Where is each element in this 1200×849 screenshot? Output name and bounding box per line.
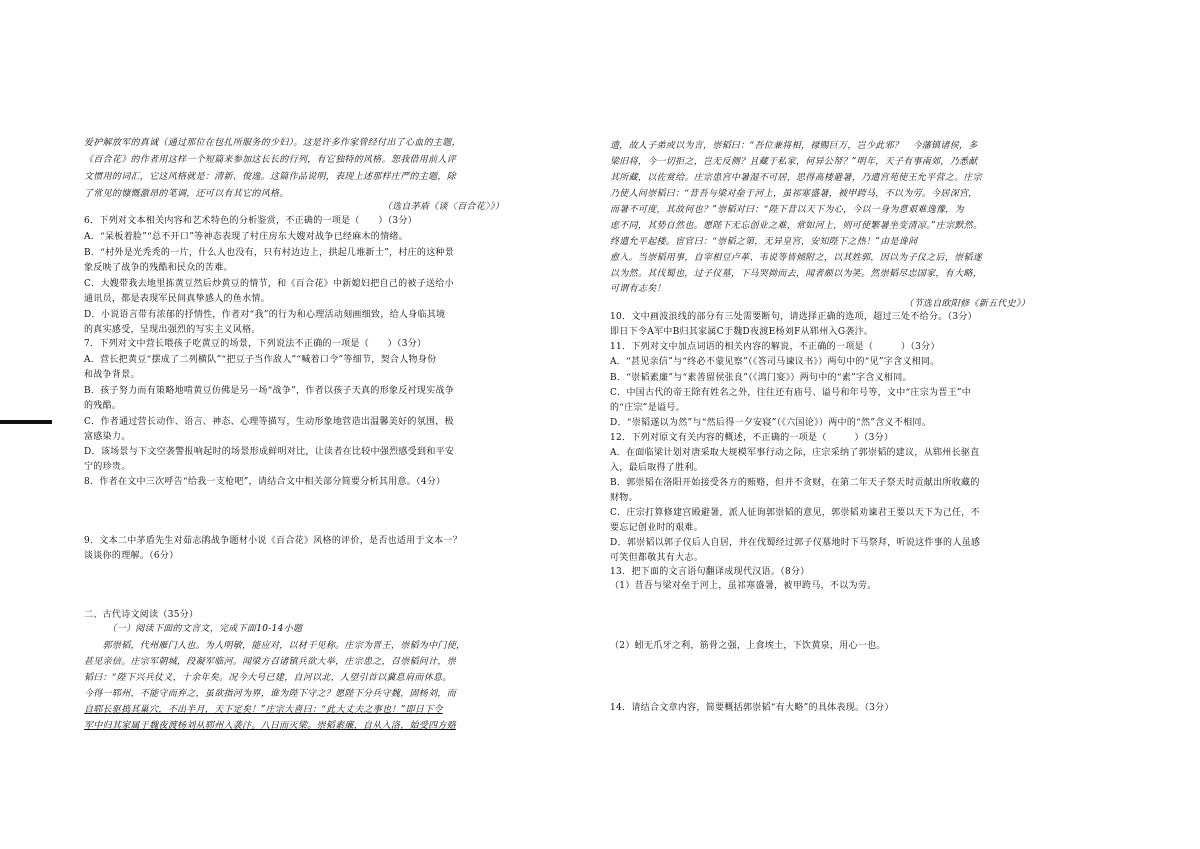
- right-column-line: （节选自欧阳修《新五代史》）: [904, 299, 1030, 309]
- left-column-line: （一）阅读下面的文言文，完成下面10-14小题: [84, 624, 303, 634]
- left-column-line: D．小说语言带有浓郁的抒情性，作者对“我”的行为和心理活动刻画细致，给人身临其境: [84, 310, 446, 320]
- left-column-line: 谈谈你的理解。（6分）: [84, 551, 179, 561]
- right-column-line: 10．文中画波浪线的部分有三处需要断句，请选择正确的选项，超过三处不给分。（3分）: [610, 312, 977, 322]
- left-column-line: 文惯用的词汇，它这风格就是：清新、俊逸。这篇作品说明，表现上述那样庄严的主题，除: [84, 172, 457, 182]
- left-column-line: 的真实感受，呈现出强烈的写实主义风格。: [84, 325, 261, 335]
- left-column-line: B．孩子努力而有策略地啃黄豆仿佛是另一场“战争”，作者以孩子天真的形象反衬现实战争: [84, 386, 455, 396]
- right-column-line: D．“崇韬遂以为然”与“然后得一夕安寝”（《六国论》）两中的“然”含义不相同。: [610, 418, 932, 428]
- right-column-line: 乃使人问崇韬曰：“昔吾与梁对垒于河上，虽祁寒盛暑，被甲跨马，不以为劳。今居深宫，: [610, 189, 978, 199]
- left-column-line: （选自茅盾《谈〈百合花〉》）: [382, 202, 504, 212]
- left-column-line: D．该场景与下文空袭警报响起时的场景形成鲜明对比，让读者在比较中强烈感受到和平安: [84, 447, 455, 457]
- right-column-line: （1）昔吾与梁对垒于河上，虽祁寒盛暑，被甲跨马，不以为劳。: [610, 581, 877, 591]
- left-column-line: 富感染力。: [84, 432, 131, 442]
- right-column-line: C．庄宗打算修建宫殿避暑，派人征询郭崇韬的意见，郭崇韬劝谏君王要以天下为己任，不: [610, 508, 980, 518]
- right-column-line: 可笑但都敬其有大志。: [610, 553, 704, 563]
- left-column-line: 7．下列对文中营长喂孩子吃黄豆的场景，下列说法不正确的一项是（ ）（3分）: [84, 339, 427, 349]
- right-column-line: 而暑不可度，其故何也？”崇韬对曰：“陛下昔以天下为心，今以一身为意艰难逸豫，为: [610, 205, 964, 215]
- left-column-line: 宁的珍贵。: [84, 462, 131, 472]
- right-column-line: 的“庄宗”是谥号。: [610, 403, 685, 413]
- right-column-line: 其所藏，以佐赏给。庄宗患宫中暑湿不可居，思得高楼避暑，乃遣宫苑使王允平营之。庄宗: [610, 173, 983, 183]
- right-column-line: 遗，故人子弟或以为言，崇韬曰：“吾位兼将相，禄赐巨万，岂少此邪？ 今藩镇诸侯，多: [610, 141, 978, 151]
- right-column-line: 14．请结合文章内容，简要概括郭崇韬“有大略”的具体表现。（3分）: [610, 703, 894, 713]
- right-column-line: 可谓有志矣！: [610, 284, 666, 294]
- left-column-line: 爱护解放军的真诚（通过那位在包扎所服务的少妇）。这是许多作家曾经付出了心血的主题，: [84, 138, 461, 148]
- right-column-line: 要忘记创业时的艰难。: [610, 523, 704, 533]
- left-column-line: 军中归其家属于魏夜渡杨刘从郓州入袭汴。八日而灭梁。崇韬素廉，自从入洛，始受四方赂: [84, 721, 457, 731]
- left-column-line: 通讯员，都是表现军民间真挚感人的鱼水情。: [84, 294, 271, 304]
- right-column-line: 财物。: [610, 493, 638, 503]
- left-column-line: 象反映了战争的残酷和民众的苦难。: [84, 263, 233, 273]
- right-column-line: 终遣允平起楼。宦官曰：“崇韬之第，无异皇宫，安知陛下之热！”由是谗间: [610, 237, 918, 247]
- left-column-line: 甚见亲信。庄宗军朝城，段凝军临河。闻梁方召诸镇兵欲大举，庄宗患之，召崇韬问计，崇: [84, 657, 457, 667]
- left-column-line: 的残酷。: [84, 401, 122, 411]
- left-column-line: 今得一郓州，不能守而弃之，虽欲指河为界，谁为陛下守之？愿陛下分兵守魏，固杨刘，而: [84, 689, 457, 699]
- left-column-line: A．营长把黄豆“摆成了二列横队”“把豆子当作敌人”“喊着口令”等细节，契合人物身份: [84, 355, 437, 365]
- right-column-line: 12．下列对原文有关内容的概述，不正确的一项是（ ）（3分）: [610, 433, 894, 443]
- right-column-line: 入，最后取得了胜利。: [610, 463, 704, 473]
- left-column-line: B．“村外是光秃秃的一片，什么人也没有，只有村边边上，拱起几堆新土”，村庄的这种景: [84, 248, 455, 258]
- right-column-line: （2）蚓无爪牙之利，筋骨之强，上食埃土，下饮黄泉，用心一也。: [610, 641, 886, 651]
- right-column-line: D．郭崇韬以郭子仪后人自居，并在伐蜀经过郭子仪墓地时下马祭拜，听说这件事的人虽感: [610, 538, 981, 548]
- left-column-line: 《百合花》的作者用这样一个短篇来参加这长长的行列，有它独特的风格。恕我借用前人评: [84, 155, 457, 165]
- left-column-line: C．大嫂带我去地里拣黄豆然后炒黄豆的情节，和《百合花》中新媳妇把自己的被子送给小: [84, 279, 454, 289]
- left-column-line: 9．文本二中茅盾先生对茹志鹃战争题材小说《百合花》风格的评价，是否也适用于文本一？: [84, 536, 463, 546]
- left-column-line: 二、古代诗文阅读（35分）: [84, 610, 199, 620]
- right-column-line: B．郭崇韬在洛阳开始接受各方的贿赂，但并不贪财，在第二年天子祭天时贡献出所收藏的: [610, 478, 980, 488]
- left-column-line: 6．下列对文本相关内容和艺术特色的分析鉴赏，不正确的一项是（ ）（3分）: [84, 216, 418, 226]
- left-column-line: 8．作者在文中三次呼告“给我一支枪吧”，请结合文中相关部分简要分析其用意。（4分）: [84, 477, 446, 487]
- right-column-line: A．在面临梁计划对唐采取大规模军事行动之际，庄宗采纳了郭崇韬的建议，从郓州长驱直: [610, 448, 980, 458]
- left-column-line: 自郓长驱捣其巢穴，不出半月，天下定矣！”庄宗大喜曰：“此大丈夫之事也！”即日下令: [84, 705, 443, 715]
- right-column-line: C．中国古代的帝王除有姓名之外，往往还有庙号、谥号和年号等，文中“庄宗为晋王”中: [610, 388, 972, 398]
- left-column-line: C．作者通过营长动作、语言、神态、心理等描写，生动形象地营造出温馨美好的氛围，极: [84, 417, 454, 427]
- right-column-line: A．“甚见亲信”与“终必不蒙见察”（《答司马谏议书》）两句中的“见”字含义相同。: [610, 357, 940, 367]
- right-column-line: 以为然。其伐蜀也，过子仪墓，下马哭拗而去，闻者颇以为笑。然崇韬尽忠国家，有大略，: [610, 269, 983, 279]
- left-column-line: 郭崇韬，代州雁门人也。为人明敏，能应对，以材干见称。庄宗为晋王，崇韬为中门使，: [84, 641, 466, 651]
- left-column-line: A．“呆板着脸”“总不开口”等神态表现了村庄房东大嫂对战争已经麻木的情绪。: [84, 232, 409, 242]
- right-column-line: 虑不同，其势自然也。愿陛下无忘创业之难，常如河上，则可使繁暑坐变清凉。”庄宗默然。: [610, 221, 983, 231]
- left-column-line: 和战争背景。: [84, 370, 140, 380]
- binding-edge-mark: [0, 420, 52, 424]
- right-column-line: 即日下令A军中B归其家属C于魏D夜渡E杨刘F从郓州入G袭汴。: [610, 327, 874, 337]
- left-column-line: 了常见的慷慨激昂的笔调，还可以有其它的风格。: [84, 189, 289, 199]
- right-column-line: 梁旧将，今一切拒之，岂无反侧？且藏于私家，何异公帑？”明年，天子有事南郊，乃悉献: [610, 157, 978, 167]
- right-column-line: B．“崇韬素廉”与“素善留侯张良”（《鸿门宴》）两句中的“素”字含义相同。: [610, 373, 912, 383]
- left-column-line: 韬曰：“陛下兴兵仗义，十余年矣。况今大号已建，自河以北，人望引首以冀息肩而休息。: [84, 673, 452, 683]
- right-column-line: 11．下列对文中加点词语的相关内容的解说，不正确的一项是（ ）（3分）: [610, 342, 940, 352]
- right-column-line: 愈入。当崇韬用事，自宰相豆卢革、韦说等皆倾附之，以其姓郭，因以为子仪之后，崇韬遂: [610, 253, 983, 263]
- right-column-line: 13．把下面的文言语句翻译成现代汉语。（8分）: [610, 567, 810, 577]
